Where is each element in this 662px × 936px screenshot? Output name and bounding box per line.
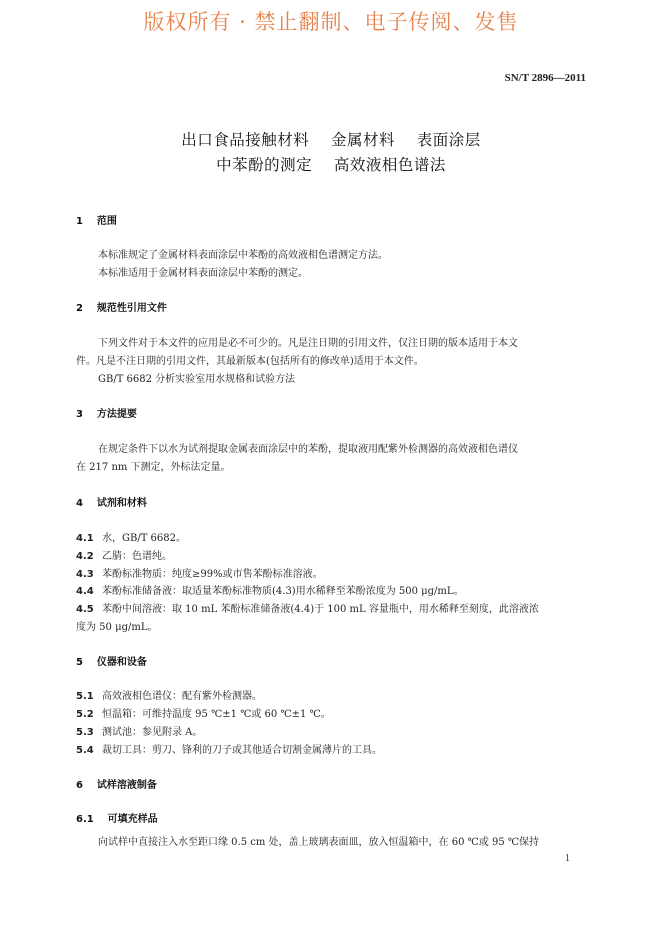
section-2-heading: 2 规范性引用文件 [76,303,167,314]
section-6-heading: 6 试样溶液制备 [76,780,157,791]
document-title-line-1: 出口食品接触材料 金属材料 表面涂层 [181,131,481,149]
normative-reference: GB/T 6682 分析实验室用水规格和试验方法 [98,374,296,385]
section-5-heading: 5 仪器和设备 [76,657,147,668]
document-title-line-2: 中苯酚的测定 高效液相色谱法 [216,156,446,174]
section-1-heading: 1 范围 [76,216,117,227]
list-item: 4.5 苯酚中间溶液：取 10 mL 苯酚标准储备液(4.4)于 100 mL 容量瓶中，用水稀释至刻度，此溶液浓 [76,604,539,615]
section-3-paragraph-line-2: 在 217 nm 下测定，外标法定量。 [76,462,231,473]
subsection-6-1-heading: 6.1 可填充样品 [76,814,158,825]
section-1-paragraph-2: 本标准适用于金属材料表面涂层中苯酚的测定。 [98,268,308,279]
section-3-paragraph-line-1: 在规定条件下以水为试剂提取金属表面涂层中的苯酚，提取液用配紫外检测器的高效液相色谱仪 [98,444,518,455]
list-item: 5.4 裁切工具：剪刀、锋利的刀子或其他适合切割金属薄片的工具。 [76,745,382,756]
list-item-continuation: 度为 50 μg/mL。 [76,622,158,633]
section-1-paragraph-1: 本标准规定了金属材料表面涂层中苯酚的高效液相色谱测定方法。 [98,250,388,261]
section-2-paragraph-line-1: 下列文件对于本文件的应用是必不可少的。凡是注日期的引用文件，仅注日期的版本适用于本文 [98,338,518,349]
list-item: 4.4 苯酚标准储备液：取适量苯酚标准物质(4.3)用水稀释至苯酚浓度为 500 μg/mL。 [76,586,464,597]
list-item: 4.3 苯酚标准物质：纯度≥99%或市售苯酚标准溶液。 [76,569,323,580]
section-4-heading: 4 试剂和材料 [76,498,147,509]
section-2-paragraph-line-2: 件。凡是不注日期的引用文件，其最新版本(包括所有的修改单)适用于本文件。 [76,356,424,367]
list-item: 4.1 水，GB/T 6682。 [76,533,187,544]
list-item: 5.2 恒温箱：可维持温度 95 ℃±1 ℃或 60 ℃±1 ℃。 [76,709,331,720]
list-item: 5.1 高效液相色谱仪：配有紫外检测器。 [76,691,262,702]
copyright-watermark: 版权所有 · 禁止翻制、电子传阅、发售 [143,10,519,34]
section-6-1-paragraph: 向试样中直接注入水至距口缘 0.5 cm 处，盖上玻璃表面皿，放入恒温箱中，在 60 ℃或 95 ℃保持 [98,837,540,848]
list-item: 4.2 乙腈：色谱纯。 [76,551,172,562]
section-3-heading: 3 方法提要 [76,409,137,420]
standard-number: SN/T 2896—2011 [504,72,586,84]
list-item: 5.3 测试池：参见附录 A。 [76,727,203,738]
page-number: 1 [565,853,570,864]
